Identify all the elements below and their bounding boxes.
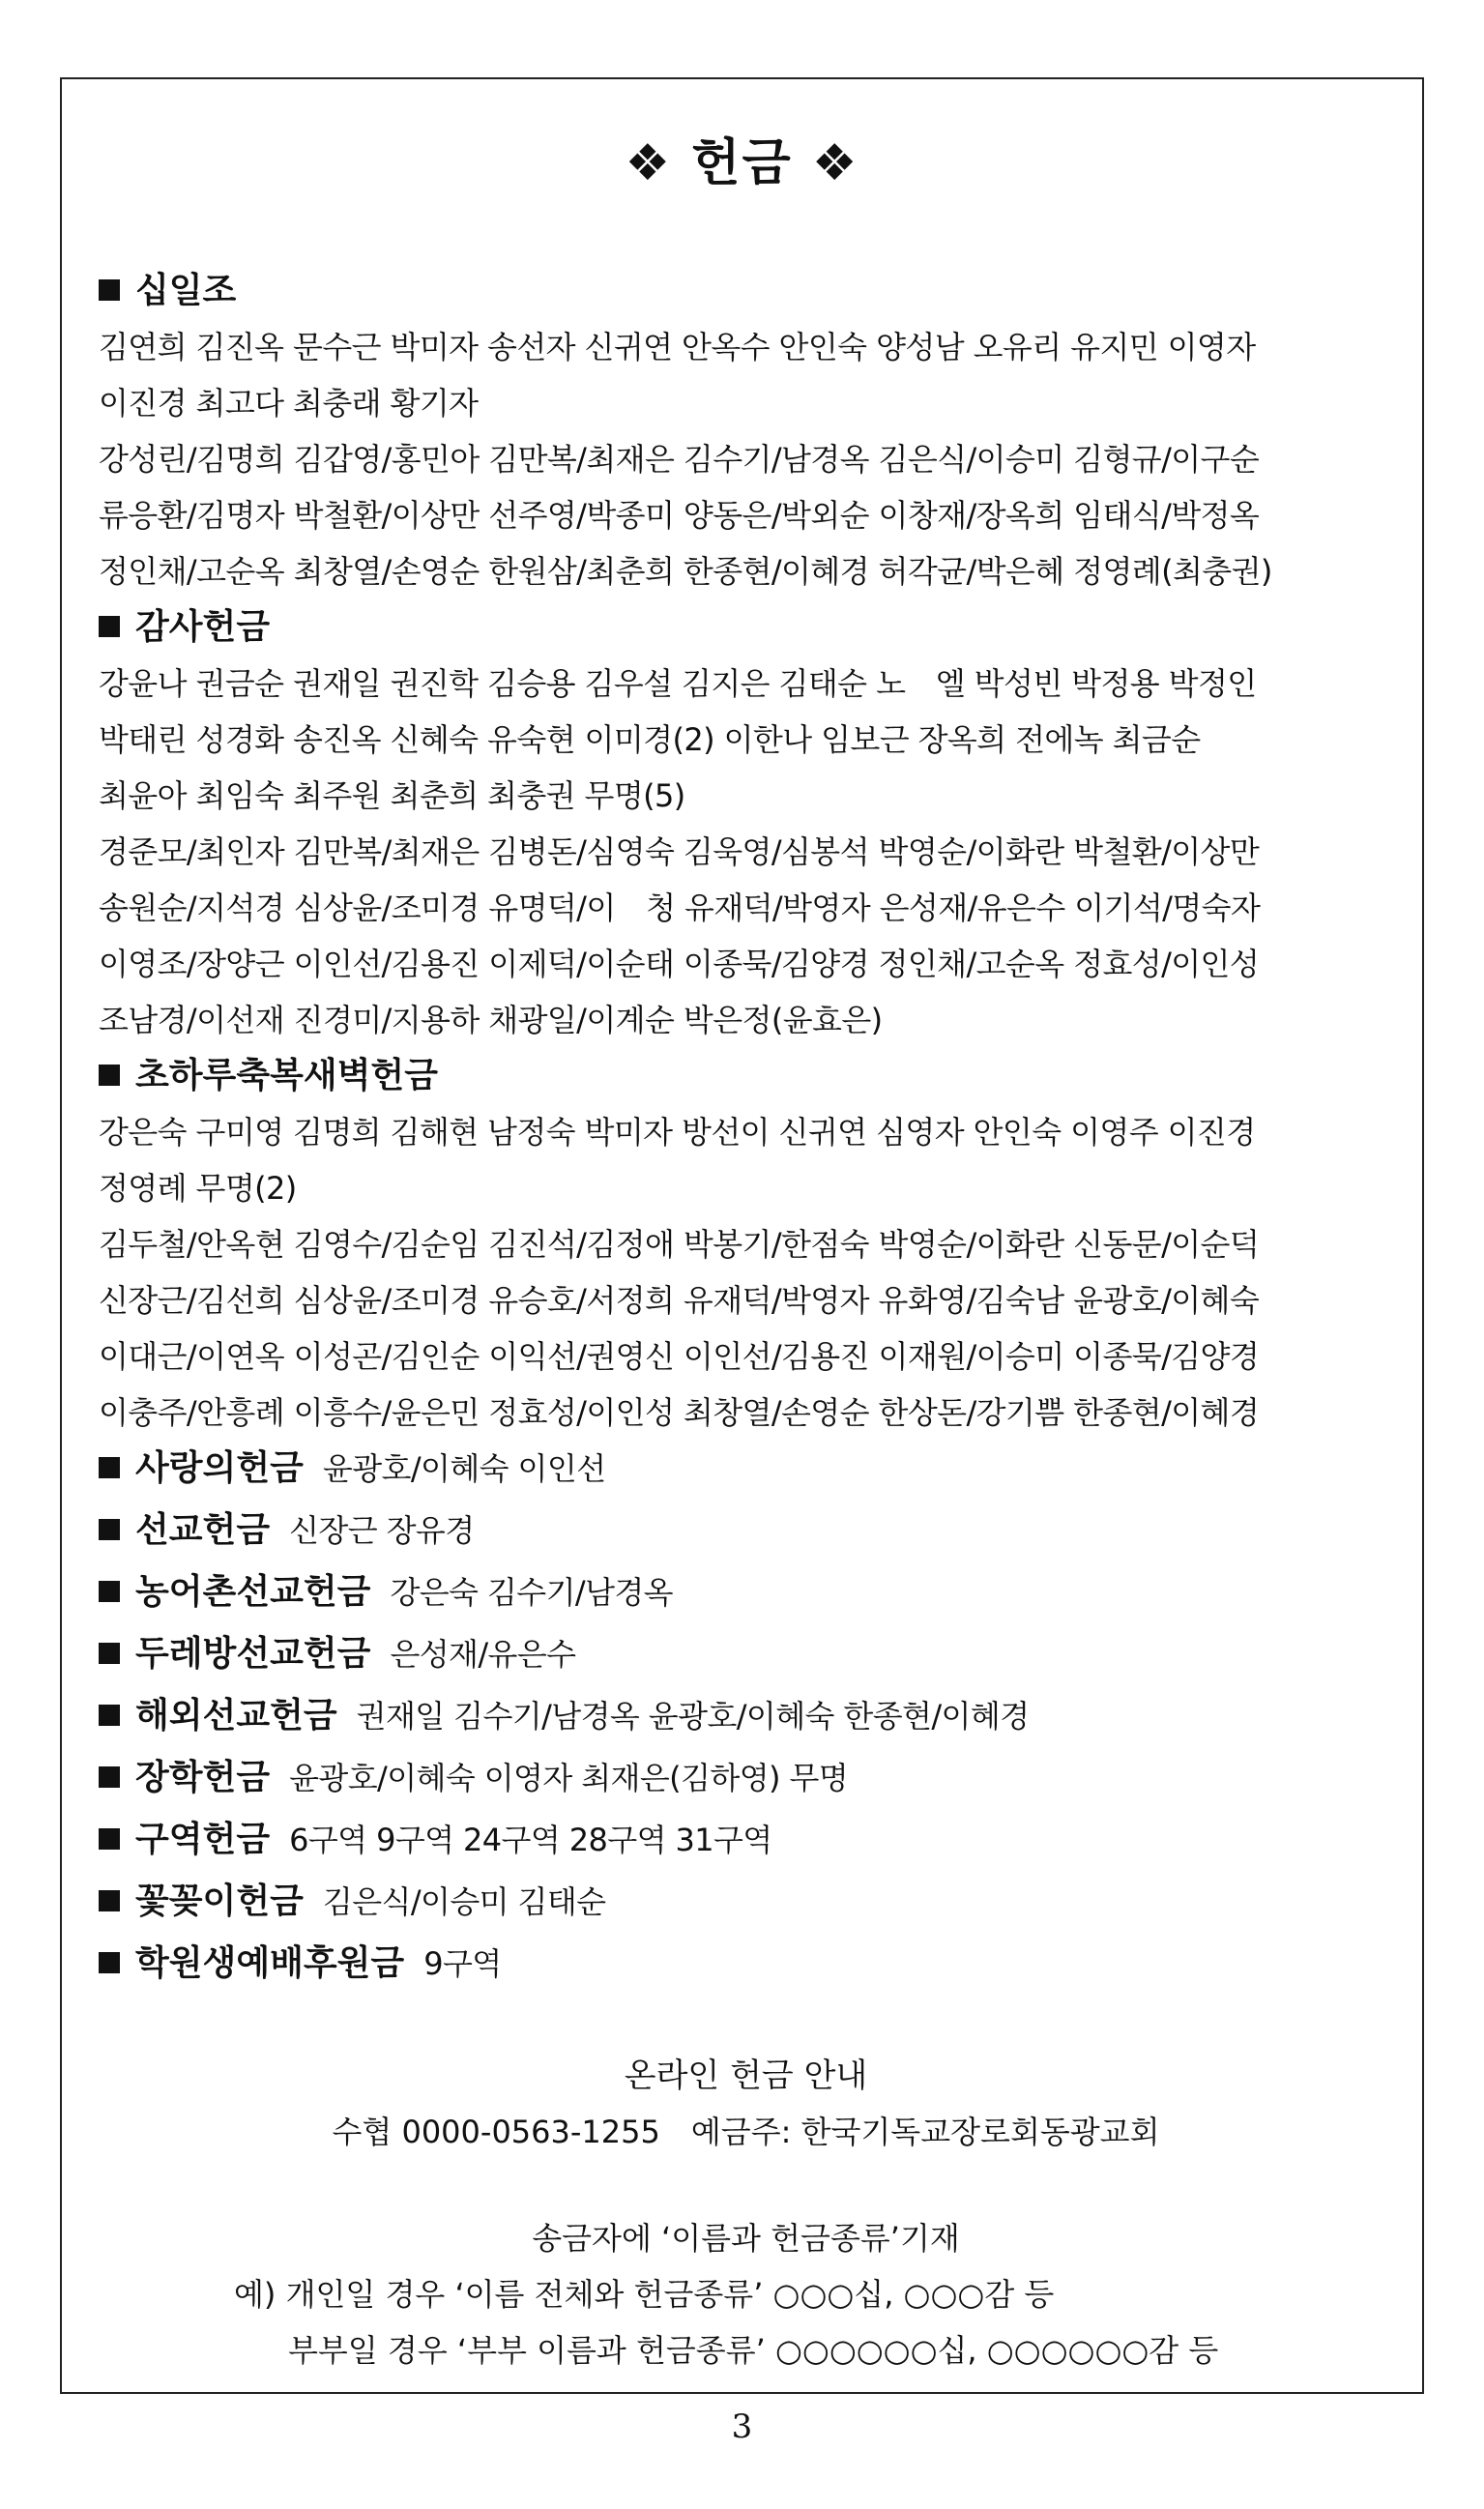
page-number: 3 xyxy=(731,2407,753,2446)
section-love xyxy=(99,1441,1393,1502)
section-heading-dawn: 초하루축복새벽헌금 xyxy=(99,1048,1393,1104)
square-bullet-icon xyxy=(99,1519,120,1540)
example-couple: 부부일 경우 ‘부부 이름과 헌금종류’ ○○○○○○십, ○○○○○○감 등 xyxy=(288,2332,1219,2369)
square-bullet-icon xyxy=(99,1581,120,1602)
section-value-scholarship: 윤광호/이혜숙 이영자 최재은(김하영) 무명 xyxy=(289,1760,849,1796)
bank-account-line: 수협 0000-0563-1255 예금주: 한국기독교장로회동광교회 xyxy=(332,2114,1160,2150)
section-heading-tithe: 십일조 xyxy=(99,263,1393,319)
thanks-line: 송원순/지석경 심상윤/조미경 유명덕/이 청 유재덕/박영자 은성재/유은수 이기석/명숙자 xyxy=(99,890,1261,926)
section-value-mission: 신장근 장유경 xyxy=(289,1512,475,1549)
dawn-line: 김두철/안옥현 김영수/김순임 김진석/김정애 박봉기/한점숙 박영순/이화란 신동문/이순덕 xyxy=(99,1226,1260,1263)
section-academy xyxy=(99,1936,1393,1998)
offering-content xyxy=(99,263,1393,2378)
thanks-line: 박태린 성경화 송진옥 신혜숙 유숙현 이미경(2) 이한나 임보근 장옥희 전에녹 최금순 xyxy=(99,721,1201,758)
thanks-line: 이영조/장양근 이인선/김용진 이제덕/이순태 이종묵/김양경 정인채/고순옥 정효성/이인성 xyxy=(99,946,1260,982)
transfer-note: 송금자에 ‘이름과 헌금종류’기재 xyxy=(532,2220,960,2257)
section-mission xyxy=(99,1502,1393,1564)
thanks-line: 강윤나 권금순 권재일 권진학 김승용 김우설 김지은 김태순 노 엘 박성빈 박정용 박정인 xyxy=(99,665,1257,702)
online-offering-title: 온라인 헌금 안내 xyxy=(624,2057,868,2095)
square-bullet-icon xyxy=(99,616,120,637)
section-heading-mission: 선교헌금 xyxy=(135,1510,271,1550)
tithe-line: 류응환/김명자 박철환/이상만 선주영/박종미 양동은/박외순 이창재/장옥희 임태식/박정옥 xyxy=(99,497,1260,534)
tithe-line: 이진경 최고다 최충래 황기자 xyxy=(99,385,479,422)
section-heading-academy: 학원생예배후원금 xyxy=(135,1943,405,1983)
section-heading-scholarship: 장학헌금 xyxy=(135,1758,271,1797)
section-district xyxy=(99,1812,1393,1874)
section-value-flower: 김은식/이승미 김태순 xyxy=(322,1883,606,1920)
square-bullet-icon xyxy=(99,1766,120,1788)
section-heading-thanks: 감사헌금 xyxy=(99,599,1393,656)
thanks-line: 경준모/최인자 김만복/최재은 김병돈/심영숙 김욱영/심봉석 박영순/이화란 박철환/이상만 xyxy=(99,833,1260,870)
square-bullet-icon xyxy=(99,1065,120,1086)
section-value-district: 6구역 9구역 24구역 28구역 31구역 xyxy=(289,1822,772,1858)
section-overseas xyxy=(99,1688,1393,1750)
section-heading-durebang: 두레방선교헌금 xyxy=(135,1634,371,1674)
section-heading-flower: 꽃꽂이헌금 xyxy=(135,1882,304,1921)
section-value-academy: 9구역 xyxy=(423,1945,502,1982)
dawn-line: 이대근/이연옥 이성곤/김인순 이익선/권영신 이인선/김용진 이재원/이승미 이종묵/김양경 xyxy=(99,1338,1260,1375)
section-value-love: 윤광호/이혜숙 이인선 xyxy=(322,1450,606,1487)
section-value-overseas: 권재일 김수기/남경옥 윤광호/이혜숙 한종현/이혜경 xyxy=(356,1698,1030,1735)
thanks-line: 조남경/이선재 진경미/지용하 채광일/이계순 박은정(윤효은) xyxy=(99,1002,883,1038)
section-value-durebang: 은성재/유은수 xyxy=(390,1636,576,1673)
section-rural xyxy=(99,1564,1393,1626)
section-value-rural: 강은숙 김수기/남경옥 xyxy=(390,1574,673,1611)
square-bullet-icon xyxy=(99,1643,120,1664)
section-heading-district: 구역헌금 xyxy=(135,1820,271,1859)
dawn-line: 강은숙 구미영 김명희 김해현 남정숙 박미자 방선이 신귀연 심영자 안인숙 이영주 이진경 xyxy=(99,1114,1256,1151)
tithe-line: 정인채/고순옥 최창열/손영순 한원삼/최춘희 한종현/이혜경 허각균/박은혜 정영례(최충권) xyxy=(99,553,1272,590)
example-individual: 예) 개인일 경우 ‘이름 전체와 헌금종류’ ○○○십, ○○○감 등 xyxy=(234,2276,1055,2313)
section-flower xyxy=(99,1874,1393,1936)
offering-page-frame xyxy=(60,77,1424,2394)
square-bullet-icon xyxy=(99,1890,120,1911)
section-scholarship xyxy=(99,1750,1393,1812)
tithe-line: 김연희 김진옥 문수근 박미자 송선자 신귀연 안옥수 안인숙 양성남 오유리 유지민 이영자 xyxy=(99,329,1256,365)
section-durebang xyxy=(99,1626,1393,1688)
square-bullet-icon xyxy=(99,1952,120,1973)
square-bullet-icon xyxy=(99,1457,120,1478)
dawn-line: 정영례 무명(2) xyxy=(99,1170,297,1207)
dawn-line: 신장근/김선희 심상윤/조미경 유승호/서정희 유재덕/박영자 유화영/김숙남 윤광호/이혜숙 xyxy=(99,1282,1260,1319)
square-bullet-icon xyxy=(99,1705,120,1726)
section-heading-overseas: 해외선교헌금 xyxy=(135,1696,337,1736)
section-heading-love: 사랑의헌금 xyxy=(135,1448,304,1488)
tithe-line: 강성린/김명희 김갑영/홍민아 김만복/최재은 김수기/남경옥 김은식/이승미 김형규/이구순 xyxy=(99,441,1260,478)
section-heading-rural: 농어촌선교헌금 xyxy=(135,1572,371,1612)
dawn-line: 이충주/안흥례 이흥수/윤은민 정효성/이인성 최창열/손영순 한상돈/강기쁨 한종현/이혜경 xyxy=(99,1394,1260,1431)
square-bullet-icon xyxy=(99,1828,120,1850)
page-title: ❖ 헌금 ❖ xyxy=(625,134,859,192)
square-bullet-icon xyxy=(99,279,120,301)
thanks-line: 최윤아 최임숙 최주원 최춘희 최충권 무명(5) xyxy=(99,777,685,814)
